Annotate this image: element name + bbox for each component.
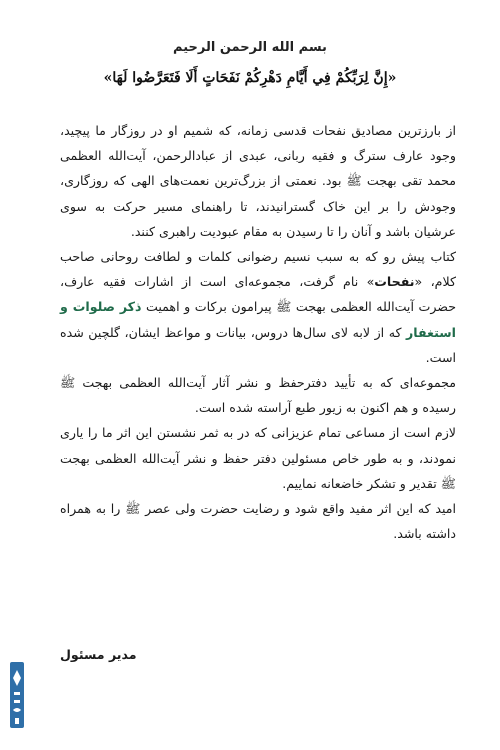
paragraph-2 — [60, 244, 456, 370]
signature-title: مدیر مسئول — [60, 647, 137, 662]
highlight-salawat-istighfar: ذکر صلوات و استغفار — [60, 299, 456, 340]
paragraph-4: لازم است از مساعی تمام عزیزانی که در به ثمر نشستن این اثر ما را یاری نمودند، و به طور خاص مسئولین دفتر حفظ و نشر آیت‌الله العظمی بهجت ﷺ تقدیر و تشکر خاضعانه نماییم. — [60, 425, 456, 491]
paragraph-3: مجموعه‌ای که به تأیید دفترحفظ و نشر آثار آیت‌الله العظمی بهجت ﷺ رسیده و هم اکنون به زیور طبع آراسته شده است. — [60, 375, 456, 416]
book-title-nafahat: نفحات — [374, 274, 415, 290]
signature-block — [60, 647, 456, 662]
body-text — [60, 118, 456, 546]
paragraph-5: امید که این اثر مفید واقع شود و رضایت حضرت ولی عصر ﷺ را به همراه داشته باشد. — [60, 501, 456, 542]
paragraph-2-text-c: که از لابه لای سال‌ها دروس، بیانات و مواعظ ایشان، گلچین شده است. — [60, 324, 456, 365]
bismillah-heading: بسم الله الرحمن الرحیم — [173, 40, 327, 55]
paragraph-2-text-b: » نام گرفت، مجموعه‌ای است از اشارات فقیه عارف، حضرت آیت‌الله العظمی بهجت ﷺ پیرامون برکات و اهمیت — [60, 274, 456, 315]
paragraph-1: از بارزترین مصادیق نفحات قدسی زمانه، که شمیم او در روزگار ما پیچید، وجود عارف سترگ و فقیه ربانی، عبدی از عبادالرحمن، آیت‌الله العظمی محمد تقی بهجت ﷺ بود. نعمتی از بزرگ‌ترین نعمت‌های الهی که روزگاری، وجودش را بر این خاک گسترانیدند، تا راهنمای مسیر حرکت به سوی عرشیان باشد و آنان را تا رسیدن به مقام عبودیت راهبری کنند. — [60, 123, 456, 239]
hadith-quote: «إِنَّ لِرَبِّکُمْ فِي أَيَّامِ دَهْرِکُمْ نَفَحَاتٍ أَلَا فَتَعَرَّضُوا لَهَا» — [103, 70, 397, 86]
publisher-logo-icon — [4, 660, 30, 730]
paragraph-2-text-a: کتاب پیش رو که به سبب نسیم رضوانی کلمات و لطافت روحانی صاحب کلام، « — [60, 249, 456, 290]
